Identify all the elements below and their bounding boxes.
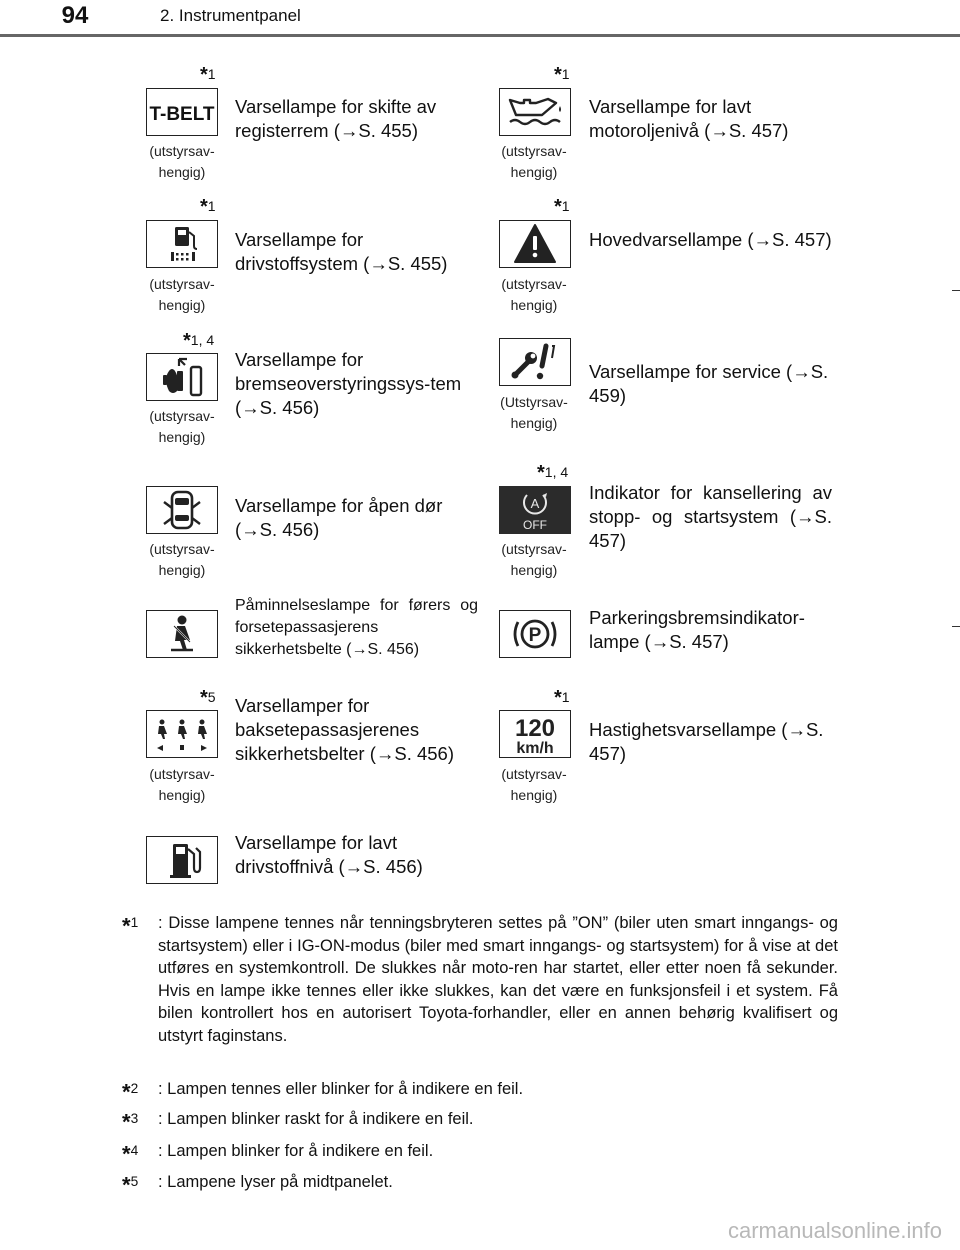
- footnote-text: : Lampene lyser på midtpanelet.: [158, 1173, 393, 1191]
- footnote-text: : Lampen tennes eller blinker for å indikere en feil.: [158, 1080, 524, 1098]
- page-header: [0, 0, 960, 36]
- seatbelt-icon: [146, 610, 218, 658]
- warning-description: Varsellampe for service (→S. 459): [589, 361, 829, 406]
- crop-mark: [952, 626, 960, 627]
- warning-description: Varsellampe for lavt motoroljenivå (→S. 457): [589, 96, 789, 141]
- footnote-ref: *1, 4: [537, 462, 569, 484]
- service-wrench-icon: [499, 338, 571, 386]
- parking-label: P: [528, 625, 542, 646]
- footnote-2: *$^2$ : Lampen tennes eller blinker for å indikere en feil.: [122, 1078, 838, 1101]
- parking-brake-icon: [499, 610, 571, 658]
- page-number: 94: [0, 0, 150, 32]
- footnote-5: *$^5$ : Lampene lyser på midtpanelet.: [122, 1171, 838, 1194]
- speed-warning-icon: [499, 710, 571, 758]
- availability-note: (utstyrsav- hengig): [149, 541, 215, 578]
- footnote-ref: *1, 4: [183, 330, 215, 352]
- footnote-ref: *1: [200, 196, 216, 218]
- oil-can-icon: [499, 88, 571, 136]
- footnote-3: *$^3$ : Lampen blinker raskt for å indikere en feil.: [122, 1108, 838, 1131]
- availability-note: (Utstyrsav- hengig): [500, 394, 568, 431]
- warning-description: Hovedvarsellampe (→S. 457): [589, 229, 832, 250]
- warning-description: Hastighetsvarsellampe (→S. 457): [589, 719, 824, 764]
- warning-description: Varsellampe for skifte av registerrem (→S. 455): [235, 96, 437, 141]
- warning-description: Varsellampe for bremseoverstyringssys-tem (→S. 456): [235, 349, 462, 418]
- watermark: carmanualsonline.info: [727, 1218, 942, 1243]
- footnote-text: : Lampen blinker for å indikere en feil.: [158, 1142, 434, 1160]
- header-rule: [0, 34, 960, 37]
- off-label: OFF: [523, 518, 547, 532]
- warning-description: Påminnelseslampe for førers og forsetepassasjerens sikkerhetsbelte (→S. 456): [235, 597, 478, 658]
- t-belt-label: T-BELT: [149, 104, 215, 125]
- rear-seatbelt-icon: [146, 710, 218, 758]
- availability-note: (utstyrsav- hengig): [501, 276, 567, 313]
- stop-start-off-icon: [499, 486, 571, 534]
- warning-description: Indikator for kansellering av stopp- og startsystem (→S. 457): [589, 482, 832, 551]
- footnote-4: *$^4$ : Lampen blinker for å indikere en feil.: [122, 1140, 838, 1163]
- footnote-text: : Disse lampene tennes når tenningsbryteren settes på ”ON” (biler uten smart inngangs- og startsystem) eller i IG-ON-modus (biler med smart inngangs- og startsystem) for å vise at det utføres en systemkontroll. De slukkes når moto-ren har startet, eller etter noen få sekunder. Hvis en lampe ikke tennes eller ikke slukkes, kan det være en funksjonsfeil i et system. Få bilen kontrollert hos en autorisert Toyota-forhandler, eller en annen behørig kvalifisert og utstyrt faginstans.: [158, 914, 838, 1045]
- availability-note: (utstyrsav- hengig): [501, 541, 567, 578]
- footnote-ref: *5: [200, 687, 216, 709]
- fuel-system-icon: [146, 220, 218, 268]
- speed-unit: km/h: [516, 740, 554, 756]
- availability-note: (utstyrsav- hengig): [149, 408, 215, 445]
- warning-description: Parkeringsbremsindikator-lampe (→S. 457): [589, 607, 805, 652]
- footnote-ref: *1: [554, 687, 570, 709]
- availability-note: (utstyrsav- hengig): [149, 276, 215, 313]
- speed-value: 120: [514, 715, 556, 742]
- warning-description: Varsellamper for baksetepassasjerenes sikkerhetsbelter (→S. 456): [235, 695, 455, 764]
- crop-mark: [952, 290, 960, 291]
- chapter-title: 2. Instrumentpanel: [160, 6, 301, 25]
- footnote-ref: *1: [554, 196, 570, 218]
- master-warning-icon: [499, 220, 571, 268]
- low-fuel-icon: [146, 836, 218, 884]
- footnote-ref: *1: [554, 64, 570, 86]
- auto-label: A: [530, 496, 540, 511]
- footnote-text: : Lampen blinker raskt for å indikere en feil.: [158, 1110, 474, 1128]
- warning-description: Varsellampe for åpen dør (→S. 456): [235, 495, 443, 540]
- brake-override-icon: [146, 353, 218, 401]
- warning-description: Varsellampe for drivstoffsystem (→S. 455): [235, 229, 448, 274]
- open-door-icon: [146, 486, 218, 534]
- availability-note: (utstyrsav- hengig): [149, 766, 215, 803]
- warning-description: Varsellampe for lavt drivstoffnivå (→S. 456): [235, 832, 423, 877]
- availability-note: (utstyrsav- hengig): [501, 766, 567, 803]
- footnote-ref: *1: [200, 64, 216, 86]
- t-belt-icon: [146, 88, 218, 136]
- availability-note: (utstyrsav- hengig): [149, 143, 215, 180]
- availability-note: (utstyrsav- hengig): [501, 143, 567, 180]
- footnote-1: *$^1$ : Disse lampene tennes når tenningsbryteren settes på ”ON” (biler uten smart inngangs- og startsystem) eller i IG-ON-modus (biler med smart inngangs- og startsystem) for å vise at det utføres en systemkontroll. De slukkes når moto-ren har startet, eller etter noen få sekunder. Hvis en lampe ikke tennes eller ikke slukkes, kan det være en funksjonsfeil i et system. Få bilen kontrollert hos en autorisert Toyota-forhandler, eller en annen behørig kvalifisert og utstyrt faginstans.: [122, 912, 838, 1047]
